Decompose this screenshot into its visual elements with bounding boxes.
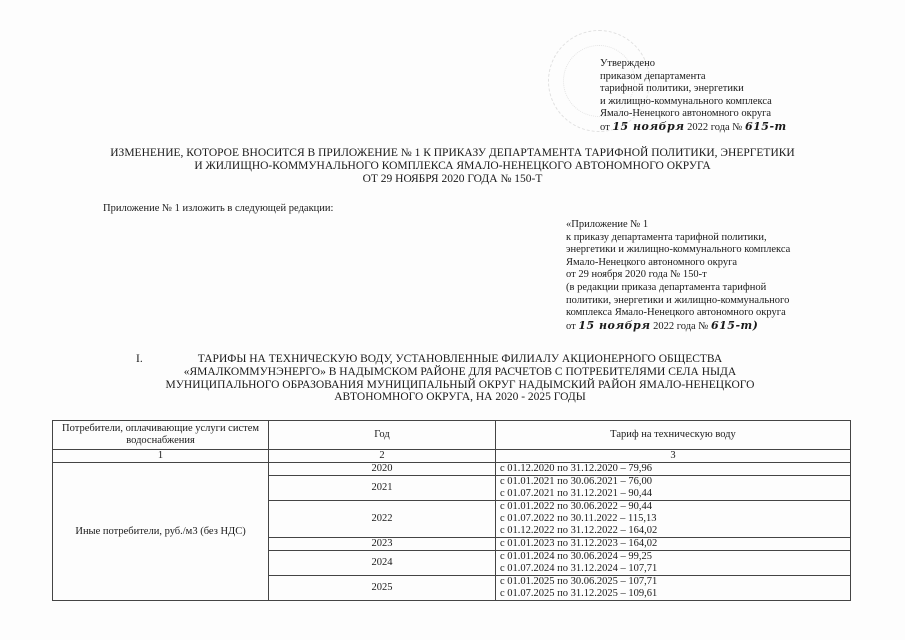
annex-date-suffix: 2022 года № xyxy=(653,320,709,332)
header-tariff: Тариф на техническую воду xyxy=(495,421,850,450)
table-column-numbers-row xyxy=(53,450,851,463)
annex-line: «Приложение № 1 xyxy=(566,219,649,230)
annex-line: политики, энергетики и жилищно-коммунального xyxy=(566,294,790,306)
tariff-line: с 01.12.2020 по 31.12.2020 – 79,96 xyxy=(499,463,652,474)
section-title-line: «ЯМАЛКОММУНЭНЕРГО» В НАДЫМСКОМ РАЙОНЕ ДЛЯ РАСЧЕТОВ С ПОТРЕБИТЕЛЯМИ СЕЛА НЫДА xyxy=(183,365,737,378)
approval-handwritten-number: 615-т xyxy=(744,119,787,133)
tariff-cell xyxy=(495,501,850,538)
tariff-cell xyxy=(495,476,850,501)
section-title-line: АВТОНОМНОГО ОКРУГА, НА 2020 - 2025 ГОДЫ xyxy=(334,391,586,404)
title-line: ОТ 29 НОЯБРЯ 2020 ГОДА № 150-Т xyxy=(362,173,543,185)
approval-handwritten-date: 15 ноября xyxy=(612,119,685,133)
annex-line: комплекса Ямало-Ненецкого автономного округа xyxy=(566,307,786,319)
approval-line: Утверждено xyxy=(600,58,655,69)
year-cell: 2025 xyxy=(269,576,496,601)
tariff-line: с 01.01.2023 по 31.12.2023 – 164,02 xyxy=(499,538,658,549)
approval-line: Ямало-Ненецкого автономного округа xyxy=(600,108,772,119)
annex-line: от 29 ноября 2020 года № 150-т xyxy=(566,269,707,281)
tariff-cell xyxy=(495,463,850,476)
tariff-line: с 01.01.2025 по 30.06.2025 – 107,71 xyxy=(499,576,658,587)
intro-text: Приложение № 1 изложить в следующей редакции: xyxy=(103,203,334,214)
tariff-line: с 01.01.2022 по 30.06.2022 – 90,44 xyxy=(499,501,652,512)
annex-date-prefix: от xyxy=(566,320,576,332)
tariff-cell xyxy=(495,551,850,576)
column-number: 2 xyxy=(269,450,496,463)
annex-line: Ямало-Ненецкого автономного округа xyxy=(566,256,738,268)
consumer-cell: Иные потребители, руб./м3 (без НДС) xyxy=(53,463,269,601)
table-header-row xyxy=(53,421,851,450)
annex-line: к приказу департамента тарифной политики, xyxy=(566,231,767,243)
annex-handwritten-number: 615-т) xyxy=(710,318,759,332)
approval-date-suffix: 2022 года № xyxy=(687,121,743,133)
section-title xyxy=(136,353,780,404)
approval-line: тарифной политики, энергетики xyxy=(600,83,744,94)
column-number: 3 xyxy=(495,450,850,463)
table-row xyxy=(53,463,851,476)
tariff-line: с 01.12.2022 по 31.12.2022 – 164,02 xyxy=(499,525,658,536)
tariff-line: с 01.01.2021 по 30.06.2021 – 76,00 xyxy=(499,476,652,487)
annex-line: (в редакции приказа департамента тарифной xyxy=(566,281,767,293)
tariff-table xyxy=(52,420,851,601)
tariff-line: с 01.01.2024 по 30.06.2024 – 99,25 xyxy=(499,551,652,562)
year-cell: 2021 xyxy=(269,476,496,501)
title-line: И ЖИЛИЩНО-КОММУНАЛЬНОГО КОМПЛЕКСА ЯМАЛО-НЕНЕЦКОГО АВТОНОМНОГО ОКРУГА xyxy=(194,160,711,172)
header-year: Год xyxy=(269,421,496,450)
tariff-line: с 01.07.2024 по 31.12.2024 – 107,71 xyxy=(499,563,658,574)
year-cell: 2022 xyxy=(269,501,496,538)
approval-date-line xyxy=(600,121,895,135)
approval-date-prefix: от xyxy=(600,121,610,133)
year-cell: 2020 xyxy=(269,463,496,476)
annex-block xyxy=(566,219,866,333)
annex-handwritten-date: 15 ноября xyxy=(578,318,651,332)
tariff-line: с 01.07.2021 по 31.12.2021 – 90,44 xyxy=(499,488,652,499)
year-cell: 2024 xyxy=(269,551,496,576)
annex-line: энергетики и жилищно-коммунального комплекса xyxy=(566,244,791,256)
section-number: I. xyxy=(136,353,143,365)
title-line: ИЗМЕНЕНИЕ, КОТОРОЕ ВНОСИТСЯ В ПРИЛОЖЕНИЕ № 1 К ПРИКАЗУ ДЕПАРТАМЕНТА ТАРИФНОЙ ПОЛИТИКИ, ЭНЕРГЕТИКИ xyxy=(110,147,795,159)
section-title-line: ТАРИФЫ НА ТЕХНИЧЕСКУЮ ВОДУ, УСТАНОВЛЕННЫЕ ФИЛИАЛУ АКЦИОНЕРНОГО ОБЩЕСТВА xyxy=(197,353,723,365)
tariff-cell xyxy=(495,576,850,601)
approval-line: и жилищно-коммунального комплекса xyxy=(600,95,772,107)
section-title-line: МУНИЦИПАЛЬНОГО ОБРАЗОВАНИЯ МУНИЦИПАЛЬНЫЙ ОКРУГ НАДЫМСКИЙ РАЙОН ЯМАЛО-НЕНЕЦКОГО xyxy=(165,378,755,391)
column-number: 1 xyxy=(53,450,269,463)
tariff-cell xyxy=(495,538,850,551)
tariff-line: с 01.07.2022 по 30.11.2022 – 115,13 xyxy=(499,513,657,524)
document-title xyxy=(40,147,865,186)
approval-block xyxy=(600,58,895,134)
approval-line: приказом департамента xyxy=(600,70,706,82)
tariff-line: с 01.07.2025 по 31.12.2025 – 109,61 xyxy=(499,588,658,599)
year-cell: 2023 xyxy=(269,538,496,551)
header-consumers: Потребители, оплачивающие услуги систем водоснабжения xyxy=(53,421,269,450)
annex-date-line xyxy=(566,320,866,334)
